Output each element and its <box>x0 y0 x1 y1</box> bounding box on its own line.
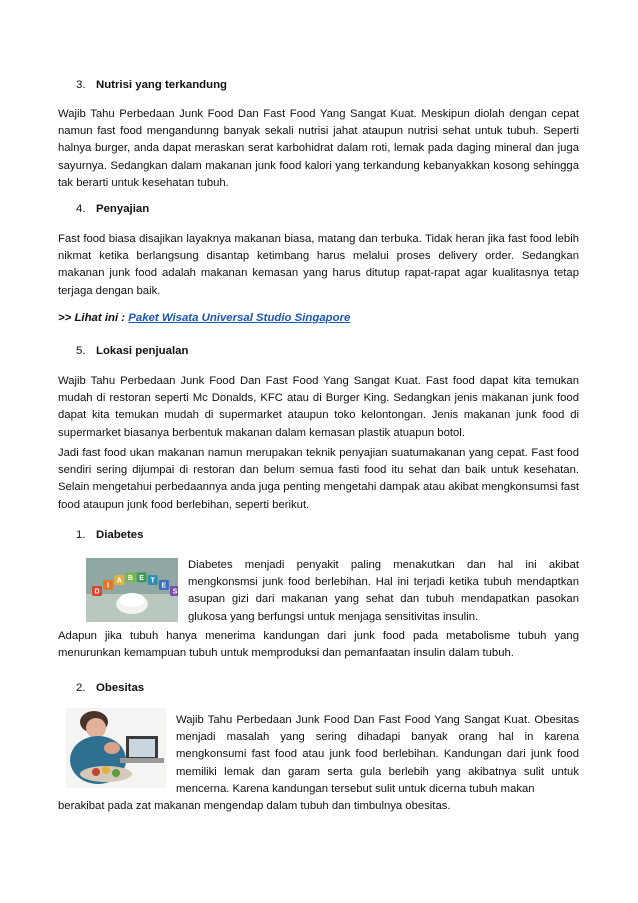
letter-die-label: D <box>94 588 100 596</box>
see-also-link[interactable]: Paket Wisata Universal Studio Singapore <box>128 312 351 324</box>
paragraph-lokasi: Wajib Tahu Perbedaan Junk Food Dan Fast Food Yang Sangat Kuat. Fast food dapat kita temukan mudah di restoran seperti Mc Donalds, KFC atau di Burger King. Sedangkan jenis makanan junk food dapat kita temukan mudah di supermarket ataupun toko kelontongan. Jenis makanan junk food di supermarket biasanya berbentuk makanan dalam kemasan plastik atuapun botol. <box>58 375 579 439</box>
heading-number: 2. <box>76 682 86 694</box>
letter-die-label: T <box>150 577 155 585</box>
letter-die-label: I <box>107 582 110 590</box>
obesity-image <box>66 708 166 788</box>
heading-title: Diabetes <box>96 529 144 541</box>
diabetes-image <box>86 558 178 622</box>
letter-die-label: B <box>127 574 133 582</box>
paragraph-obesitas: Wajib Tahu Perbedaan Junk Food Dan Fast Food Yang Sangat Kuat. Obesitas menjadi masalah yang sering dihadapi banyak orang hal in karena mengkonsumi fast food atau junk food berlebihan. Kandungan dari junk food memiliki lemak dan garam serta gula berlebih yang akibatnya sulit untuk mencerna. Karena kandungan tersebut sulit untuk dicerna tubuh makan <box>176 714 579 795</box>
letter-die-label: E <box>161 582 167 590</box>
heading-number: 1. <box>76 529 86 541</box>
paragraph-obesitas-tail: berakibat pada zat makanan mengendap dalam tubuh dan timbulnya obesitas. <box>58 800 451 812</box>
paragraph-diabetes: Diabetes menjadi penyakit paling menakutkan dan hal ini akibat mengkonsmsi junk food berlebihan. Hal ini terjadi ketika tubuh mendaptkan asupan gizi dari makanan yang sehat dan tubuh mendapatkan pasokan glukosa yang berfungsi untuk menjaga sensitivitas insulin. <box>188 559 579 623</box>
heading-diabetes <box>76 529 143 541</box>
heading-nutrisi <box>76 79 227 91</box>
heading-penyajian <box>76 203 149 215</box>
letter-die-label: A <box>116 577 122 585</box>
heading-number: 4. <box>76 203 86 215</box>
see-also-prefix: >> Lihat ini : <box>58 312 129 324</box>
heading-lokasi <box>76 345 188 357</box>
paragraph-penyajian: Fast food biasa disajikan layaknya makanan biasa, matang dan terbuka. Tidak heran jika fast food lebih nikmat ketika berlangsung disantap ketimbang harus melalui proses delivery order. Sedangkan makanan junk food adalah makanan kemasan yang harus ditutup rapat-rapat agar kualitasnya tetap terjaga dengan baik. <box>58 233 579 297</box>
letter-die-label: E <box>139 574 144 582</box>
paragraph-lokasi-2: Jadi fast food ukan makanan namun merupakan teknik penyajian suatumakanan yang cepat. Fast food sendiri sering dijumpai di restoran dan belum semua fasti food itu sehat dan baik untuk kesehatan. Selain mengetahui perbedaannya anda juga penting mengetahi dampak atau akibat mengkonsumsi fast food ataupun junk food berlebihan, seperti berikut. <box>58 447 579 511</box>
heading-number: 5. <box>76 345 86 357</box>
heading-number: 3. <box>76 79 86 91</box>
heading-title: Nutrisi yang terkandung <box>96 79 228 91</box>
paragraph-diabetes-2: Adapun jika tubuh hanya menerima kandungan dari junk food pada metabolisme tubuh yang menurunkan kemampuan tubuh untuk memproduksi dan pemanfaatan insulin dalam tubuh. <box>58 630 579 660</box>
letter-die-label: S <box>172 588 178 596</box>
paragraph-nutrisi: Wajib Tahu Perbedaan Junk Food Dan Fast Food Yang Sangat Kuat. Meskipun diolah dengan cepat namun fast food mengandunng banyak sekali nutrisi jahat ataupun nutrisi sehat untuk tubuh. Seperti halnya burger, anda dapat meraskan serat karbohidrat dalam roti, lemak pada daging mineral dan juga sayurnya. Sedangkan dalam makanan junk food kalori yang terkandung kebanyakkan kosong sehingga tak berarti untuk kesehatan tubuh. <box>58 108 579 189</box>
heading-title: Lokasi penjualan <box>96 345 189 357</box>
see-also-line <box>58 312 350 324</box>
heading-title: Obesitas <box>96 682 145 694</box>
heading-obesitas <box>76 682 144 694</box>
heading-title: Penyajian <box>96 203 150 215</box>
